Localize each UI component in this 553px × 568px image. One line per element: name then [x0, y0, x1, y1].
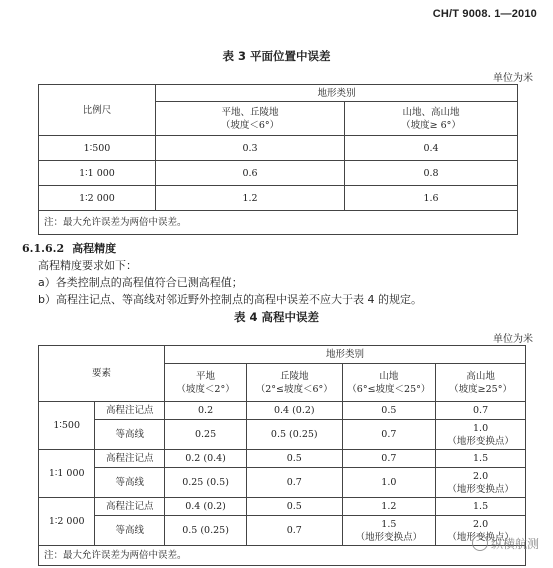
table3-value: 1.2 — [156, 186, 345, 211]
table4-terrain-header: 地形类别 — [165, 346, 526, 364]
table4-value: 1.5 — [436, 498, 526, 516]
table-row — [39, 420, 526, 450]
table4-scale: 1∶2 000 — [39, 498, 95, 546]
table4-col-header — [342, 364, 436, 402]
table4-element: 高程注记点 — [95, 498, 165, 516]
table4-element: 高程注记点 — [95, 450, 165, 468]
table4-value-note: （地形变换点） — [447, 531, 514, 543]
table3-scale: 1∶500 — [39, 136, 156, 161]
table4-col-name: 高山地 — [466, 370, 495, 382]
table4-value — [436, 468, 526, 498]
table4-value: 0.5 (0.25) — [165, 516, 247, 546]
table4-value-note: （地形变换点） — [447, 483, 514, 495]
section-number: 6.1.6.2 — [22, 242, 65, 255]
table3-value: 1.6 — [345, 186, 518, 211]
table4-value: 0.7 — [247, 516, 343, 546]
table3-value: 0.4 — [345, 136, 518, 161]
section-intro: 高程精度要求如下： — [38, 259, 137, 272]
wechat-logo-icon — [472, 535, 488, 551]
table4-col-header — [247, 364, 343, 402]
table3-note: 注：最大允许误差为两倍中误差。 — [39, 211, 518, 235]
table3-unit: 单位为米 — [493, 73, 533, 84]
watermark-text: 纵横航测 — [490, 537, 539, 551]
table4-value: 0.25 — [165, 420, 247, 450]
table4-value: 0.7 — [247, 468, 343, 498]
table4-value: 0.4 (0.2) — [165, 498, 247, 516]
table4-scale: 1∶1 000 — [39, 450, 95, 498]
table3-scale-header: 比例尺 — [39, 85, 156, 136]
table4-value: 0.7 — [342, 450, 436, 468]
table4-value: 0.7 — [436, 402, 526, 420]
table4-value: 0.4 (0.2) — [247, 402, 343, 420]
table4-value-main: 1.5 — [381, 518, 397, 530]
table4-value — [436, 420, 526, 450]
table3-col2-name: 山地、高山地 — [402, 106, 460, 118]
table3-col2-range: （坡度≥ 6°） — [401, 119, 461, 131]
table-row — [39, 136, 518, 161]
table3-col1-name: 平地、丘陵地 — [221, 106, 279, 118]
table4-unit: 单位为米 — [493, 334, 533, 345]
table4-caption: 表 4 高程中误差 — [233, 310, 319, 324]
table4 — [38, 345, 526, 566]
table4-value: 0.2 — [165, 402, 247, 420]
table4-value: 1.2 — [342, 498, 436, 516]
table4-col-range: （坡度≥25°） — [449, 383, 512, 395]
table4-value — [342, 516, 436, 546]
table4-col-name: 山地 — [379, 370, 399, 382]
table4-col-name: 平地 — [196, 370, 216, 382]
table-row — [39, 516, 526, 546]
watermark — [472, 535, 539, 552]
table-row — [39, 186, 518, 211]
table3-col2-header — [345, 102, 518, 136]
table3 — [38, 84, 518, 235]
table4-element: 高程注记点 — [95, 402, 165, 420]
table-row — [39, 498, 526, 516]
table4-element: 等高线 — [95, 516, 165, 546]
table4-value-note: （地形变换点） — [355, 531, 423, 543]
table4-value: 0.5 (0.25) — [247, 420, 343, 450]
table3-value: 0.8 — [345, 161, 518, 186]
table4-element-header: 要素 — [39, 346, 165, 402]
table-row — [39, 468, 526, 498]
table-row — [39, 450, 526, 468]
table4-value: 0.5 — [247, 498, 343, 516]
table3-col1-range: （坡度＜6°） — [220, 119, 280, 131]
table4-value-main: 2.0 — [473, 518, 489, 530]
table4-value: 0.2 (0.4) — [165, 450, 247, 468]
table4-note: 注：最大允许误差为两倍中误差。 — [39, 546, 526, 566]
table4-element: 等高线 — [95, 468, 165, 498]
table3-scale: 1∶2 000 — [39, 186, 156, 211]
section-title: 高程精度 — [72, 242, 117, 255]
table3-value: 0.6 — [156, 161, 345, 186]
table4-col-range: （2°≤坡度＜6°） — [255, 383, 333, 395]
table4-element: 等高线 — [95, 420, 165, 450]
table3-terrain-header: 地形类别 — [156, 85, 518, 102]
standard-number: CH/T 9008. 1—2010 — [432, 8, 537, 20]
table4-value-main: 1.0 — [473, 422, 489, 434]
section-heading — [22, 241, 116, 257]
table4-col-range: （6°≤坡度＜25°） — [347, 383, 431, 395]
table4-value: 0.5 — [342, 402, 436, 420]
table4-col-range: （坡度＜2°） — [176, 383, 235, 395]
section-item-a: a）各类控制点的高程值符合已测高程值； — [38, 276, 243, 289]
table-row — [39, 402, 526, 420]
table4-value-note: （地形变换点） — [447, 435, 514, 447]
table4-col-name: 丘陵地 — [280, 370, 309, 382]
table3-caption: 表 3 平面位置中误差 — [222, 49, 331, 63]
table4-col-header — [436, 364, 526, 402]
table4-value: 1.0 — [342, 468, 436, 498]
section-item-b: b）高程注记点、等高线对邻近野外控制点的高程中误差不应大于表 4 的规定。 — [38, 293, 422, 306]
table3-scale: 1∶1 000 — [39, 161, 156, 186]
table4-col-header — [165, 364, 247, 402]
table3-col1-header — [156, 102, 345, 136]
table4-value: 1.5 — [436, 450, 526, 468]
table4-value: 0.7 — [342, 420, 436, 450]
table3-value: 0.3 — [156, 136, 345, 161]
table4-value-main: 2.0 — [473, 470, 489, 482]
table-row — [39, 161, 518, 186]
table4-value: 0.25 (0.5) — [165, 468, 247, 498]
table4-value: 0.5 — [247, 450, 343, 468]
table4-scale: 1∶500 — [39, 402, 95, 450]
